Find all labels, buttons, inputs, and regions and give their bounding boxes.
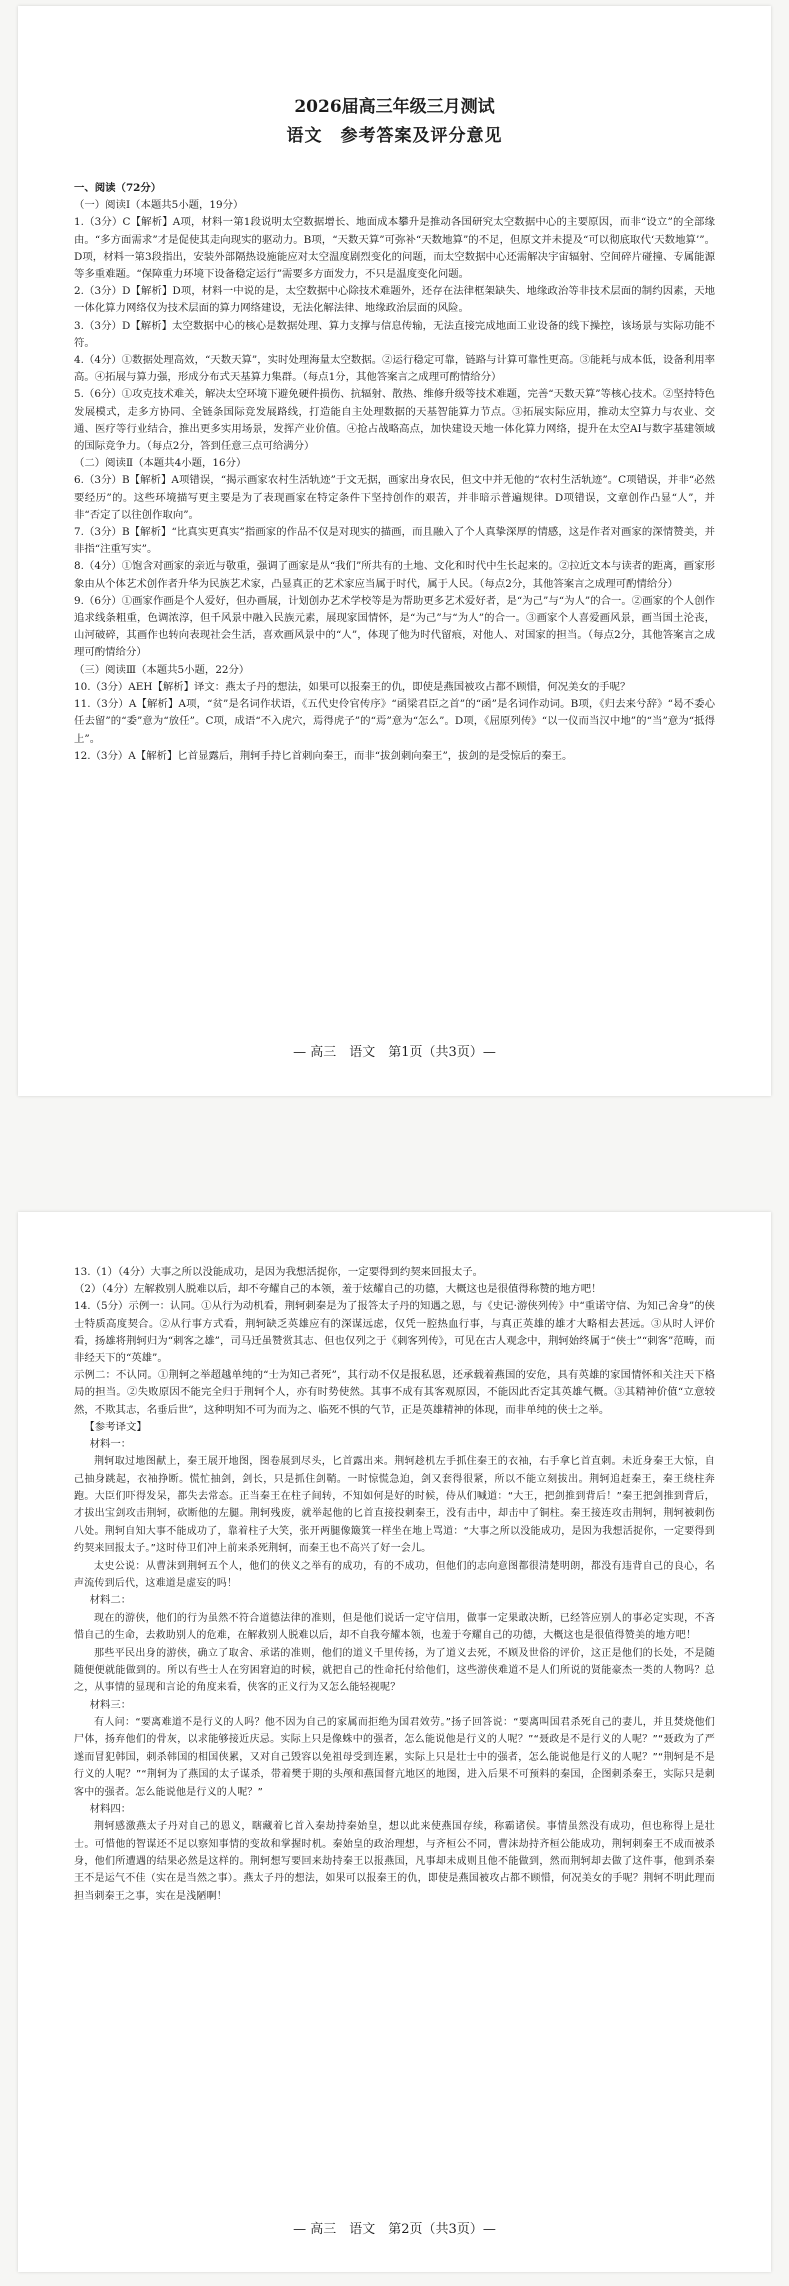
document-subtitle: 语文 参考答案及评分意见 [286, 126, 503, 146]
material-1-heading: 材料一： [89, 1438, 132, 1451]
section-heading-reading: 一、阅读（72分） [74, 182, 162, 194]
answer-q5: 5.（6分）①攻克技术难关，解决太空环境下避免硬件损伤、抗辐射、散热、维修升级等技术难题，完善“天数天算”等核心技术。②坚持特色发展模式，走多方协同、全链条国际竞发展路线，打造能自主处理数据的天基智能算力节点。③拓展实际应用，推动太空算力与农业、交通、医疗等行业结合，推出更多实用场景，发挥产业价值。④抢占战略高点，加快建设天地一体化算力网络，提升在太空AI与数字基建领域的国际竞争力。（每点2分，答到任意三点可给满分） [74, 388, 715, 453]
answer-q13-2: （2）（4分）左解救别人脱难以后，却不夸耀自己的本领，羞于炫耀自己的功德，大概这也是很值得称赞的地方吧！ [74, 1283, 602, 1296]
answer-q14-example-2: 示例二：不认同。①荆轲之举超越单纯的“士为知己者死”，其行动不仅是报私恩，还承载着燕国的安危，具有英雄的家国情怀和关注天下格局的担当。②失败原因不能完全归于荆轲个人，亦有时势使然。其事不成有其客观原因，不能因此否定其英雄气概。③其精神价值“立意较然，不欺其志，名垂后世”，这种明知不可为而为之、临死不惧的气节，正是英雄精神的体现，而非单纯的侠士之举。 [74, 1369, 715, 1416]
subsection-heading-reading-3: （三）阅读Ⅲ（本题共5小题，22分） [74, 663, 250, 676]
subsection-heading-reading-1: （一）阅读Ⅰ（本题共5小题，19分） [74, 199, 244, 212]
material-2-text-1: 现在的游侠，他们的行为虽然不符合道德法律的准则，但是他们说话一定守信用，做事一定果敢决断，已经答应别人的事必定实现，不吝惜自己的生命，去救助别人的危难，在解救别人脱难以后，却不自我夸耀本领，也羞于夸耀自己的功德，大概这也是很值得赞美的地方吧！ [74, 1612, 715, 1642]
material-1-comment: 太史公说：从曹沫到荆轲五个人，他们的侠义之举有的成功，有的不成功，但他们的志向意图都很清楚明朗，都没有违背自己的良心，名声流传到后代，这难道是虚妄的吗！ [74, 1560, 715, 1590]
answer-q6: 6.（3分）B【解析】A项错误，“揭示画家农村生活轨迹”于文无据，画家出身农民，但文中并无他的“农村生活轨迹”。C项错误，并非“必然要经历”的。这些环境描写更主要是为了表现画家在特定条件下坚持创作的艰苦，并非暗示普遍规律。D项错误，文章创作凸显“人”，并非“否定了以往创作取向”。 [74, 474, 715, 521]
answer-q1: 1.（3分）C【解析】A项，材料一第1段说明太空数据增长、地面成本攀升是推动各国研究太空数据中心的主要原因，而非“设立”的全部缘由。“多方面需求”才是促使其走向现实的驱动力。B项，“天数天算”可弥补“天数地算”的不足，但原文并未提及“可以彻底取代‘天数地算’”。D项，材料一第3段指出，安装外部隔热设施能应对太空温度剧烈变化的问题，而太空数据中心还需解决宇宙辐射、空间碎片碰撞、专属能源等多重难题。“保障重力环境下设备稳定运行”需要多方面发力，不只是温度变化问题。 [74, 216, 715, 281]
material-3-text: 有人问：“要离难道不是行义的人吗？他不因为自己的家属而拒绝为国君效劳。”扬子回答说：“要离叫国君杀死自己的妻儿，并且焚烧他们尸体，扬弃他们的骨灰，以求能够接近庆忌。实际上只是像蛛中的强者，怎么能说他是行义的人呢？”“聂政是不是行义的人呢？”“聂政为了严遂而冒犯韩国，刺杀韩国的相国侠累，又对自己毁容以免祖母受到连累，实际上只是壮士中的强者，怎么能说他是行义的人呢？”“荆轲是不是行义的人呢？”“荆轲为了燕国的太子谋杀，带着樊于期的头颅和燕国督亢地区的地图，进入后果不可预料的秦国，企图刺杀秦王，实际只是刺客中的强者。怎么能说他是行义的人呢？” [74, 1716, 715, 1798]
answer-sheet-page-1 [18, 6, 771, 1096]
answer-q13-1: 13.（1）（4分）大事之所以没能成功，是因为我想活捉你，一定要得到约契来回报太子。 [74, 1266, 483, 1278]
answer-sheet-page-2 [18, 1212, 771, 2272]
material-1-text: 荆轲取过地图献上，秦王展开地图，图卷展到尽头，匕首露出来。荆轲趁机左手抓住秦王的衣袖，右手拿匕首直刺。未近身秦王大惊，自己抽身跳起，衣袖挣断。慌忙抽剑，剑长，只是抓住剑鞘。一时惊慌急迫，剑又套得很紧，所以不能立刻拔出。荆轲追赶秦王，秦王绕柱奔跑。大臣们吓得发呆，都失去常态。正当秦王在柱子间转，不知如何是好的时候，侍从们喊道：“大王，把剑推到背后！”秦王把剑推到背后，才拔出宝剑攻击荆轲，砍断他的左腿。荆轲残废，就举起他的匕首直接投刺秦王，没有击中，却击中了铜柱。秦王接连攻击荆轲，荆轲被刺伤八处。荆轲自知大事不能成功了，靠着柱子大笑，张开两腿像簸箕一样坐在地上骂道：“大事之所以没能成功，是因为我想活捉你，一定要得到约契来回报太子。”这时侍卫们冲上前来杀死荆轲，而秦王也不高兴了好一会儿。 [74, 1456, 715, 1555]
material-2-text-2: 那些平民出身的游侠，确立了取舍、承诺的准则，他们的道义千里传扬，为了道义去死，不顾及世俗的评价，这正是他们的长处，不是随随便便就能做到的。所以有些士人在穷困窘迫的时候，就把自己的性命托付给他们，这些游侠难道不是人们所说的贤能豪杰一类的人物吗？总之，从事情的显现和言论的角度来看，侠客的正义行为又怎么能轻视呢？ [74, 1647, 715, 1694]
page1-body [18, 146, 771, 765]
answer-q7: 7.（3分）B【解析】“比真实更真实”指画家的作品不仅是对现实的描画，而且融入了个人真挚深厚的情感，这是作者对画家的深情赞美，并非指“注重写实”。 [74, 526, 715, 556]
material-4-text: 荆轲感激燕太子丹对自己的恩义，瞎藏着匕首入秦劫持秦始皇，想以此来使燕国存续，称霸诸侯。事情虽然没有成功，但也称得上是壮士。可惜他的智谋还不足以察知事情的变故和掌握时机。秦始皇的政治理想，与齐桓公不同，曹沫劫持齐桓公能成功，荆轲刺秦王不成而被杀身，他们所遭遇的结果必然是这样的。荆轲想写要回来劫持秦王以报燕国，凡事却未成则且他不能做到，然而荆轲却去做了这件事，他到杀秦王不是运气不佳（实在是当然之事）。燕太子丹的想法，如果可以报秦王的仇，即使是燕国被攻占都不顾惜，何况美女的手呢？荆轲不明此理而担当刺秦王之事，实在是浅陋啊！ [74, 1821, 715, 1902]
answer-q9: 9.（6分）①画家作画是个人爱好，但办画展，计划创办艺术学校等是为帮助更多艺术爱好者，是“为己”与“为人”的合一。②画家的个人创作追求线条粗重，色调浓淳，但千风景中融入民族元素，展现家国情怀，是“为己”与“为人”的合一。③画家个人喜爱画风景，画当国土沦丧，山河破碎，其画作也转向表现社会生活，喜欢画风景中的“人”，体现了他为时代留痕，对他人、对国家的担当。（每点2分，其他答案言之成理可酌情给分） [74, 594, 715, 659]
material-3-heading: 材料三： [89, 1698, 132, 1711]
answer-q14-example-1: 14.（5分）示例一：认同。①从行为动机看，荆轲刺秦是为了报答太子丹的知遇之恩，与《史记·游侠列传》中“重诺守信、为知己舍身”的侠士特质高度契合。②从行事方式看，荆轲缺乏英雄应有的深谋远虑，仅凭一腔热血行事，与真正英雄的雄才大略相去甚远。③从时人评价看，扬雄将荆轲归为“刺客之雄”，司马迁虽赞赏其志、但也仅列之于《刺客列传》，可见在古人观念中，荆轲始终属于“侠士”“刺客”范畴，而非经天下的“英雄”。 [74, 1300, 715, 1365]
material-2-heading: 材料二： [89, 1594, 132, 1607]
answer-q10: 10.（3分）AEH【解析】译文：燕太子丹的想法，如果可以报秦王的仇，即使是燕国被攻占都不顾惜，何况美女的手呢？ [74, 680, 631, 693]
answer-q12: 12.（3分）A【解析】匕首显露后，荆轲手持匕首刺向秦王，而非“拔剑刺向秦王”，拔剑的是受惊后的秦王。 [74, 749, 573, 762]
answer-q11: 11.（3分）A【解析】A项，“贫”是名词作状语，《五代史伶官传序》“函梁君臣之首”的“函”是名词作动词。B项，《归去来兮辞》“曷不委心任去留”的“委”意为“放任”。C项，成语“不入虎穴，焉得虎子”的“焉”意为“怎么”。D项，《屈原列传》“以一仪而当汉中地”的“当”意为“抵得上”。 [74, 698, 715, 745]
page-footer: — 高三 语文 第2页（共3页）— [293, 2222, 496, 2237]
answer-q2: 2.（3分）D【解析】D项，材料一中说的是，太空数据中心除技术难题外，还存在法律框架缺失、地缘政治等非技术层面的制约因素，天地一体化算力网络仅为技术层面的算力网络建设，无法化解法律、地缘政治层面的风险。 [74, 285, 715, 315]
answer-q3: 3.（3分）D【解析】太空数据中心的核心是数据处理、算力支撑与信息传输，无法直接完成地面工业设备的线下操控，该场景与实际功能不符。 [74, 319, 715, 349]
subsection-heading-reading-2: （二）阅读Ⅱ（本题共4小题，16分） [74, 457, 247, 470]
document-title: 2026届高三年级三月测试 [294, 97, 495, 117]
answer-q8: 8.（4分）①饱含对画家的亲近与敬重，强调了画家是从“我们”所共有的土地、文化和时代中生长起来的。②拉近文本与读者的距离，画家形象由从个体艺术创作者升华为民族艺术家，凸显真正的艺术家应当属于时代，属于人民。（每点2分，其他答案言之成理可酌情给分） [74, 560, 715, 590]
page-footer: — 高三 语文 第1页（共3页）— [293, 1045, 496, 1060]
material-4-heading: 材料四： [89, 1802, 132, 1815]
reference-translation-heading: 【参考译文】 [84, 1420, 147, 1433]
page2-body [18, 1212, 771, 1905]
answer-q4: 4.（4分）①数据处理高效，“天数天算”，实时处理海量太空数据。②运行稳定可靠，链路与计算可靠性更高。③能耗与成本低，设备利用率高。④拓展与算力强，形成分布式天基算力集群。（每点1分，其他答案言之成理可酌情给分） [74, 354, 715, 384]
